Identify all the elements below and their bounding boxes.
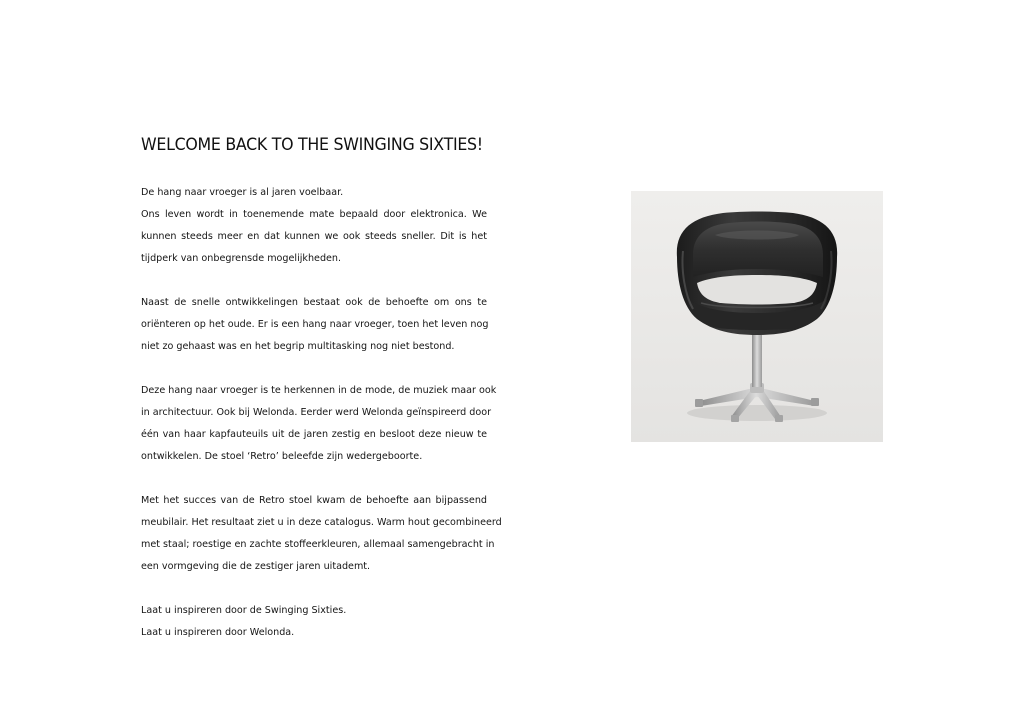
paragraph-line: De hang naar vroeger is al jaren voelbaar. (141, 187, 344, 198)
paragraph-4 (141, 490, 502, 578)
paragraph-3 (141, 380, 497, 468)
paragraph-line: met staal; roestige en zachte stoffeerkleuren, allemaal samengebracht in (141, 539, 495, 550)
paragraph-5 (141, 600, 487, 644)
paragraph-line: een vormgeving die de zestiger jaren uitademt. (141, 561, 371, 572)
paragraph-line: meubilair. Het resultaat ziet u in deze catalogus. Warm hout gecombineerd (141, 517, 502, 528)
paragraph-line: Naast de snelle ontwikkelingen bestaat ook de behoefte om ons te (141, 297, 487, 308)
paragraph-line: Met het succes van de Retro stoel kwam de behoefte aan bijpassend (141, 495, 487, 506)
paragraph-line: oriënteren op het oude. Er is een hang naar vroeger, toen het leven nog (141, 319, 489, 330)
paragraph-line: Deze hang naar vroeger is te herkennen in de mode, de muziek maar ook (141, 385, 497, 396)
paragraph-line: Laat u inspireren door Welonda. (141, 627, 295, 638)
paragraph-line: in architectuur. Ook bij Welonda. Eerder werd Welonda geïnspireerd door (141, 407, 492, 418)
paragraph-1 (141, 182, 487, 270)
page-title: WELCOME BACK TO THE SWINGING SIXTIES! (141, 135, 483, 155)
chair-shell (677, 212, 837, 336)
paragraph-2 (141, 292, 487, 358)
paragraph-line: één van haar kapfauteuils uit de jaren zestig en besloot deze nieuw te (141, 429, 487, 440)
paragraph-line: Ons leven wordt in toenemende mate bepaald door elektronica. We (141, 209, 487, 220)
paragraph-line: Laat u inspireren door de Swinging Sixties. (141, 605, 347, 616)
chair-column (752, 327, 762, 387)
paragraph-line: ontwikkelen. De stoel ‘Retro’ beleefde zijn wedergeboorte. (141, 451, 423, 462)
intro-text-column (141, 134, 502, 666)
retro-chair-photo (631, 191, 883, 442)
retro-chair-illustration (631, 191, 883, 442)
paragraph-line: niet zo gehaast was en het begrip multitasking nog niet bestond. (141, 341, 455, 352)
paragraph-line: tijdperk van onbegrensde mogelijkheden. (141, 253, 342, 264)
paragraph-line: kunnen steeds meer en dat kunnen we ook steeds sneller. Dit is het (141, 231, 487, 242)
